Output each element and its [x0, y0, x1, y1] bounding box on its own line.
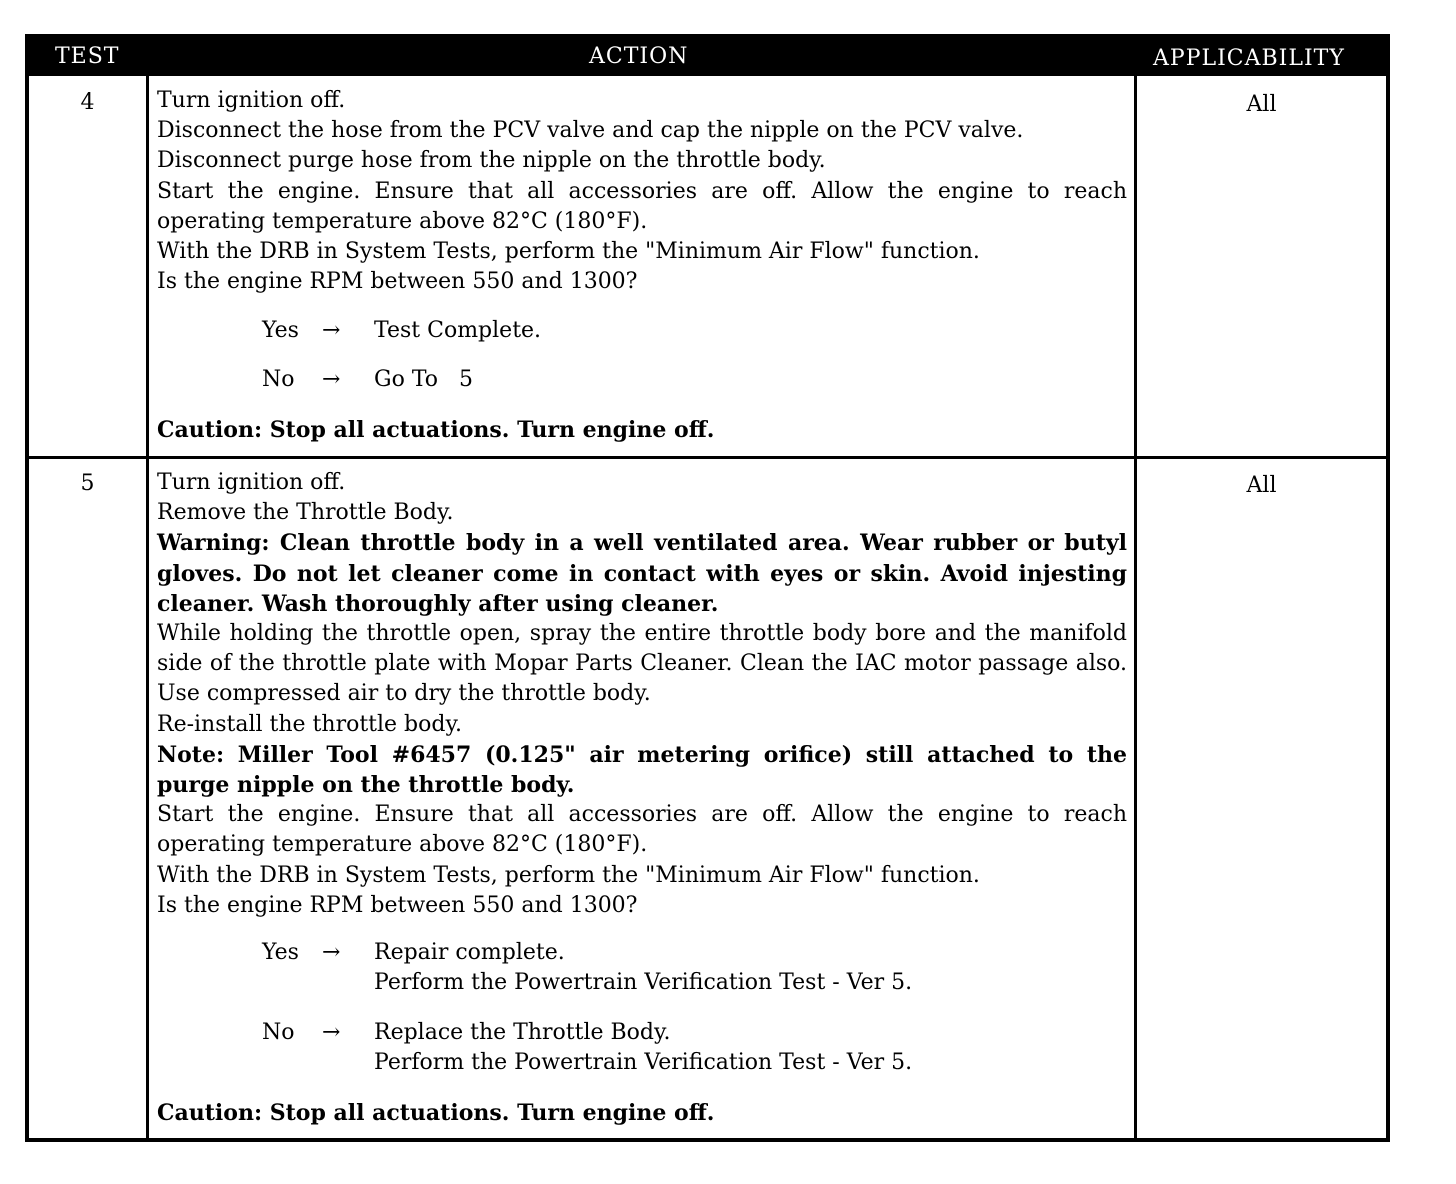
yes-label: Yes	[262, 318, 299, 343]
test-number-5: 5	[80, 471, 95, 496]
diagnostic-test-table	[25, 34, 1390, 1142]
test-number-4: 4	[80, 90, 95, 115]
row-divider	[29, 456, 1386, 459]
action-line: With the DRB in System Tests, perform the "Minimum Air Flow" function.	[157, 239, 980, 265]
action-line: Start the engine. Ensure that all accessories are off. Allow the engine to reach operating temperature above 82°C (180°F).	[157, 178, 1127, 234]
column-divider-1	[146, 76, 149, 1138]
yes-label: Yes	[262, 940, 299, 965]
action-line: Is the engine RPM between 550 and 1300?	[157, 892, 638, 918]
no-result-line: Replace the Throttle Body.	[374, 1020, 671, 1045]
yes-result: Test Complete.	[374, 318, 542, 343]
action-line: Disconnect the hose from the PCV valve and cap the nipple on the PCV valve.	[157, 118, 1024, 144]
action-line: Re-install the throttle body.	[157, 711, 462, 737]
warning-text: Warning: Clean throttle body in a well ventilated area. Wear rubber or butyl gloves. Do not let cleaner come in contact with eyes or skin. Avoid injesting cleaner. Wash thoroughly after using cleaner.	[157, 530, 1127, 617]
applicability-5: All	[1246, 473, 1277, 498]
no-label: No	[262, 367, 295, 392]
column-divider-2	[1134, 76, 1137, 1138]
header-applicability: APPLICABILITY	[1153, 46, 1345, 71]
note-text: Note: Miller Tool #6457 (0.125" air metering orifice) still attached to the purge nipple on the throttle body.	[157, 741, 1127, 799]
no-option-4	[262, 365, 473, 395]
yes-result	[374, 938, 912, 998]
action-text-4	[157, 86, 1127, 297]
yes-result-line: Perform the Powertrain Verification Test - Ver 5.	[374, 970, 913, 996]
arrow-icon: →	[322, 940, 341, 965]
caution-4: Caution: Stop all actuations. Turn engine off.	[157, 417, 715, 443]
action-line: With the DRB in System Tests, perform the "Minimum Air Flow" function.	[157, 862, 980, 888]
arrow-icon: →	[322, 367, 341, 392]
header-test: TEST	[55, 44, 120, 69]
no-result-line: Perform the Powertrain Verification Test - Ver 5.	[374, 1050, 913, 1076]
no-label: No	[262, 1020, 295, 1045]
action-text-5	[157, 468, 1127, 921]
yes-result-line: Repair complete.	[374, 940, 565, 965]
action-line: While holding the throttle open, spray the entire throttle body bore and the manifold side of the throttle plate with Mopar Parts Cleaner. Clean the IAC motor passage also. Use compressed air to dry the throttle body.	[157, 621, 1127, 707]
action-line: Turn ignition off.	[157, 88, 346, 113]
arrow-icon: →	[322, 1020, 341, 1045]
yes-option-5	[262, 938, 912, 998]
arrow-icon: →	[322, 318, 341, 343]
action-line: Turn ignition off.	[157, 470, 346, 495]
no-result: Go To 5	[374, 367, 473, 392]
action-line: Start the engine. Ensure that all accessories are off. Allow the engine to reach operating temperature above 82°C (180°F).	[157, 802, 1127, 858]
header-action: ACTION	[589, 44, 689, 69]
applicability-4: All	[1246, 92, 1277, 117]
no-result	[374, 1018, 912, 1078]
action-line: Is the engine RPM between 550 and 1300?	[157, 269, 638, 295]
no-option-5	[262, 1018, 912, 1078]
table-header	[29, 38, 1386, 76]
action-line: Disconnect purge hose from the nipple on the throttle body.	[157, 148, 826, 174]
yes-option-4	[262, 316, 541, 346]
action-line: Remove the Throttle Body.	[157, 500, 454, 526]
caution-5: Caution: Stop all actuations. Turn engine off.	[157, 1100, 715, 1126]
